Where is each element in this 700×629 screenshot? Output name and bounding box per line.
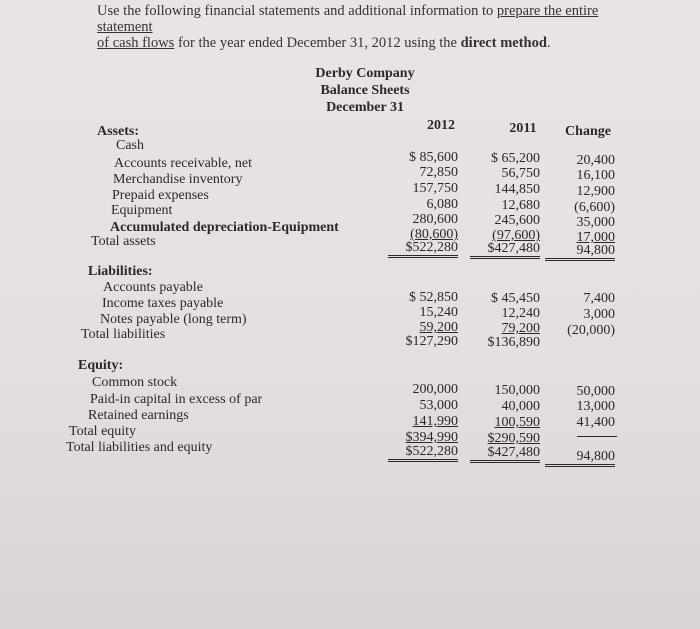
- liability-label-payable: Accounts payable: [103, 280, 203, 295]
- instructions-text-1: Use the following financial statements and additional information to: [97, 3, 497, 19]
- equity-2011-retained: 100,590: [494, 415, 540, 430]
- equity-label-common: Common stock: [92, 375, 178, 390]
- equity-2012-paid-in: 53,000: [419, 398, 458, 413]
- equity-change-retained: 41,400: [576, 415, 615, 430]
- asset-2012-receivable: 72,850: [419, 165, 458, 180]
- statement-date: December 31: [326, 100, 404, 115]
- asset-2012-accum-depr: (80,600): [410, 227, 458, 242]
- instructions-method: direct method: [460, 35, 547, 51]
- column-header-change: Change: [565, 124, 611, 139]
- liability-change-taxes: 3,000: [583, 307, 615, 322]
- equity-2012-retained: 141,990: [412, 414, 458, 429]
- asset-label-receivable: Accounts receivable, net: [114, 156, 252, 171]
- instructions-underlined-1: prepare the entire statement: [97, 3, 599, 35]
- asset-label-cash: Cash: [116, 138, 144, 153]
- column-header-2012: 2012: [427, 118, 455, 133]
- liability-2012-taxes: 15,240: [419, 305, 458, 320]
- liability-2011-notes: 79,200: [501, 321, 540, 336]
- instructions-period: .: [546, 35, 551, 51]
- equity-change-paid-in: 13,000: [576, 399, 615, 414]
- asset-change-equipment: 35,000: [576, 215, 615, 230]
- equity-2011-paid-in: 40,000: [501, 399, 540, 414]
- asset-label-equipment: Equipment: [111, 203, 173, 218]
- liability-2011-payable: $ 45,450: [491, 291, 540, 306]
- liability-2012-payable: $ 52,850: [409, 290, 458, 305]
- asset-change-cash: 20,400: [576, 153, 615, 168]
- equity-label-paid-in: Paid-in capital in excess of par: [90, 392, 263, 407]
- equity-2012-total: $394,990: [405, 430, 458, 445]
- grand-total-2012: $522,280: [388, 445, 458, 462]
- liability-change-payable: 7,400: [583, 291, 615, 306]
- asset-2011-receivable: 56,750: [501, 166, 540, 181]
- asset-label-inventory: Merchandise inventory: [113, 172, 243, 187]
- asset-2012-equipment: 280,600: [412, 212, 458, 227]
- asset-label-prepaid: Prepaid expenses: [112, 188, 209, 203]
- asset-change-total: 94,800: [545, 244, 615, 261]
- asset-2012-prepaid: 6,080: [426, 197, 458, 212]
- asset-2011-equipment: 245,600: [494, 213, 540, 228]
- grand-total-2011: $427,480: [470, 446, 540, 463]
- asset-2011-cash: $ 65,200: [491, 151, 540, 166]
- instructions-underlined-2: of cash flows: [97, 35, 175, 51]
- statement-title: Balance Sheets: [320, 83, 410, 98]
- grand-total-label: Total liabilities and equity: [66, 440, 213, 455]
- equity-heading: Equity:: [78, 358, 124, 373]
- assets-heading: Assets:: [97, 124, 139, 139]
- equity-label-total: Total equity: [69, 424, 137, 439]
- change-subtotal-rule: [577, 436, 617, 437]
- asset-change-inventory: 12,900: [576, 184, 615, 199]
- equity-2011-common: 150,000: [494, 383, 540, 398]
- instructions: [97, 3, 657, 51]
- liabilities-heading: Liabilities:: [88, 264, 153, 279]
- liability-2011-taxes: 12,240: [501, 306, 540, 321]
- liability-2012-notes: 59,200: [419, 320, 458, 335]
- equity-change-common: 50,000: [576, 384, 615, 399]
- liability-label-taxes: Income taxes payable: [102, 296, 224, 311]
- asset-2012-inventory: 157,750: [412, 181, 458, 196]
- equity-label-retained: Retained earnings: [88, 408, 189, 423]
- liability-2011-total: $136,890: [487, 335, 540, 350]
- liability-change-notes: (20,000): [567, 323, 615, 338]
- asset-2011-total: $427,480: [470, 242, 540, 259]
- asset-label-accum-depr: Accumulated depreciation-Equipment: [110, 220, 339, 235]
- liability-2012-total: $127,290: [405, 334, 458, 349]
- asset-change-prepaid: (6,600): [574, 200, 615, 215]
- equity-2012-common: 200,000: [412, 382, 458, 397]
- asset-2011-prepaid: 12,680: [501, 198, 540, 213]
- liability-label-total: Total liabilities: [81, 327, 166, 342]
- instructions-text-2: for the year ended December 31, 2012 using the: [174, 35, 461, 51]
- grand-total-change: 94,800: [545, 450, 615, 467]
- asset-change-accum-depr: 17,000: [576, 230, 615, 245]
- asset-2011-inventory: 144,850: [494, 182, 540, 197]
- column-header-2011: 2011: [509, 121, 537, 136]
- asset-2011-accum-depr: (97,600): [492, 228, 540, 243]
- liability-label-notes: Notes payable (long term): [100, 312, 247, 327]
- equity-2011-total: $290,590: [487, 431, 540, 446]
- asset-label-total: Total assets: [91, 234, 156, 249]
- asset-2012-cash: $ 85,600: [409, 150, 458, 165]
- asset-change-receivable: 16,100: [576, 168, 615, 183]
- company-name: Derby Company: [315, 66, 415, 81]
- asset-2012-total: $522,280: [388, 241, 458, 258]
